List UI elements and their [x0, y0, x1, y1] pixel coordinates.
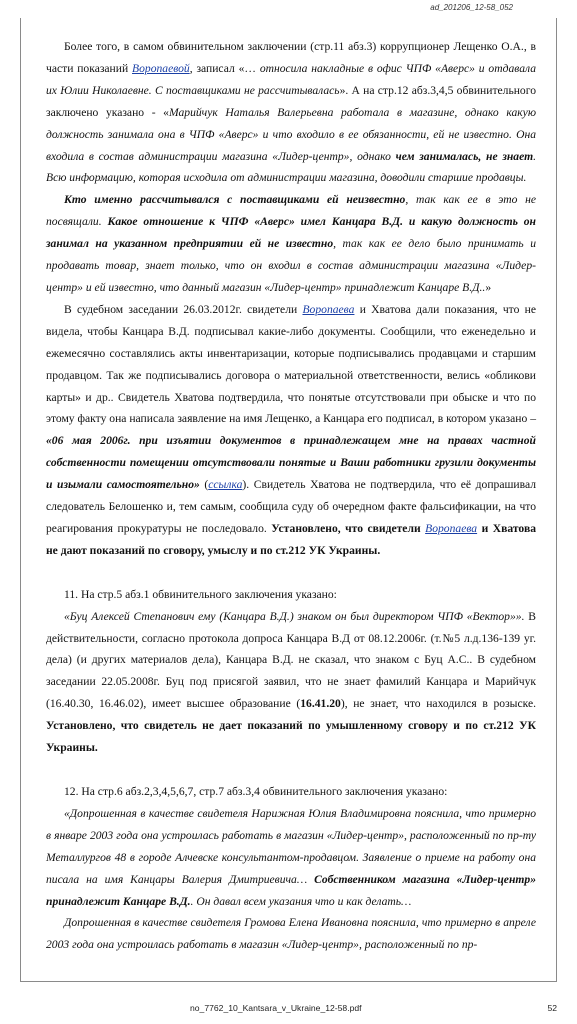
- conclusion-text: и Хватова не дают показаний по сговору, умыслу и по ст.212 УК Украины.: [46, 521, 536, 557]
- witness-link-voropaeva[interactable]: Воропаева: [302, 302, 355, 316]
- reference-link[interactable]: ссылка: [208, 478, 243, 492]
- emphasis-text: Какое отношение к ЧПФ «Аверс» имел Канцара В.Д. и какую должность он занимал на указанном предприятии ей не известно: [46, 215, 536, 251]
- timestamp-text: 16.41.20: [300, 697, 341, 711]
- text-run: В судебном заседании 26.03.2012г. свидетели: [64, 302, 303, 316]
- text-run: 11. На стр.5 абз.1 обвинительного заключения указано:: [64, 587, 337, 601]
- page-number: 52: [547, 1003, 557, 1013]
- conclusion-text: Установлено, что свидетель не дает показаний по умышленному сговору и по ст.212 УК Украины.: [46, 719, 536, 755]
- emphasis-text: «06 мая 2006г. при изъятии документов в принадлежащем мне на правах частной собственности помещении отсутствовали понятые и Ваши работники грузили документы и изымали самостоятельно»: [46, 434, 536, 492]
- quote-text: относила накладные в офис ЧПФ «Аверс» и отдавала их Юлии Николаевне. С поставщиками не рассчитывалась: [46, 61, 536, 97]
- text-run: В действительности, согласно протокола допроса Канцара В.Д от 08.12.2006г. (т.№5 л.д.136-139 уг. дела) (и других материалов дела), Канцара В.Д. не сказал, что знаком с Буц А.С.. В судебном заседании 22.05.2008г. Буц под присягой заявил, что не знает фамилий Канцара и Марийчук (16.40.30, 16.46.02), имеет высшее образование (: [46, 609, 536, 711]
- paragraph-5: [46, 606, 536, 759]
- paragraph-3: [46, 299, 536, 562]
- quote-text: , так как ее дело было принимать и продавать товар, знает только, что он входил в состав администрации магазина «Лидер-центр» и ей известно, что данный магазин «Лидер-центр» принадлежит Канцаре В.Д..: [46, 237, 537, 294]
- quote-text: «Допрошенная в качестве свидетеля Нарижная Юлия Владимировна пояснила, что примерно в январе 2003 года она устроилась работать в магазин «Лидер-центр», расположенный по пр-ту Металлургов 48 в городе Алчевске консультантом-продавцом. Заявление о приеме на работу она писала на имя Канцары Валерия Дмитриевича…: [46, 806, 536, 886]
- text-run: Более того, в самом обвинительном заключении (стр.11 абз.3) коррупционер Лещенко О.А., в части показаний: [46, 40, 536, 75]
- emphasis-text: Собственником магазина «Лидер-центр» принадлежит Канцаре В.Д.: [46, 872, 536, 908]
- text-run: ). Свидетель Хватова не подтвердила, что её допрашивал следователь Белошенко и, тем самым, сообщила суду об очередном факте фальсификации, на что реагирования прокуратуры не последовало.: [46, 478, 536, 535]
- text-run: и Хватова дали показания, что не видела, чтобы Канцара В.Д. подписывал какие-либо документы. Сообщили, что еженедельно и ежемесячно составлялись акты инвентаризации, которые подписывались продавцами и старшим продавцом. Так же подписывались договора о материальной ответственности, велись «обликови карты» и др.. Свидетель Хватова подтвердила, что понятые отсутствовали при обыске и что по этому факту она написала заявление на имя Лещенко, а Канцара его подписал, в котором указано –: [46, 302, 536, 426]
- footer-filename: no_7762_10_Kantsara_v_Ukraine_12-58.pdf: [190, 1003, 362, 1013]
- quote-text: Марийчук Наталья Валерьевна работала в магазине, однако какую должность занимала она в ЧПФ «Аверс» и что входило в ее обязанности, ей не известно. Она входила в состав администрации магазина «Лидер-центр», однако: [46, 105, 536, 163]
- text-run: ». А на стр.12 абз.3,4,5 обвинительного заключено указано - «: [46, 83, 536, 119]
- footer-rule: [20, 981, 557, 982]
- witness-link-voropaeva[interactable]: Воропаевой: [132, 61, 190, 75]
- spacer: [46, 562, 536, 584]
- paragraph-7: [46, 803, 536, 913]
- document-body: [46, 36, 536, 956]
- quote-text: Допрошенная в качестве свидетеля Громова Елена Ивановна пояснила, что примерно в апреле 2003 года она устроилась работать в магазин «Лидер-центр», расположенный по пр-: [46, 916, 536, 952]
- section-heading-11: [46, 584, 536, 606]
- text-run: ), не знает, что находился в розыске.: [340, 697, 537, 711]
- conclusion-text: Установлено, что свидетели: [271, 521, 426, 535]
- paragraph-2: [46, 189, 536, 299]
- text-run: , записал «…: [189, 61, 260, 75]
- text-run: (: [199, 478, 209, 492]
- section-heading-12: [46, 781, 536, 803]
- emphasis-text: чем занималась, не знает: [395, 149, 534, 163]
- witness-link-voropaeva[interactable]: Воропаева: [425, 521, 478, 535]
- emphasis-text: Кто именно рассчитывался с поставщиками ей неизвестно: [64, 193, 406, 207]
- document-id-header: ad_201206_12-58_052: [430, 3, 513, 12]
- text-run: 12. На стр.6 абз.2,3,4,5,6,7, стр.7 абз.3,4 обвинительного заключения указано:: [64, 785, 448, 798]
- spacer: [46, 759, 536, 781]
- quote-text: . Всю информацию, которая исходила от администрации магазина, доводили старшие продавцы.: [46, 149, 536, 185]
- right-margin-rule: [556, 18, 557, 981]
- paragraph-1: [46, 36, 536, 189]
- text-run: »: [485, 280, 492, 294]
- paragraph-8: [46, 912, 536, 956]
- left-margin-rule: [20, 18, 21, 981]
- quote-text: , так как ее в это не посвящали.: [46, 193, 537, 229]
- quote-text: «Буц Алексей Степанович ему (Канцара В.Д.) знаком он был директором ЧПФ «Вектор»».: [64, 609, 525, 623]
- quote-text: . Он давал всем указания что и как делать…: [190, 894, 412, 908]
